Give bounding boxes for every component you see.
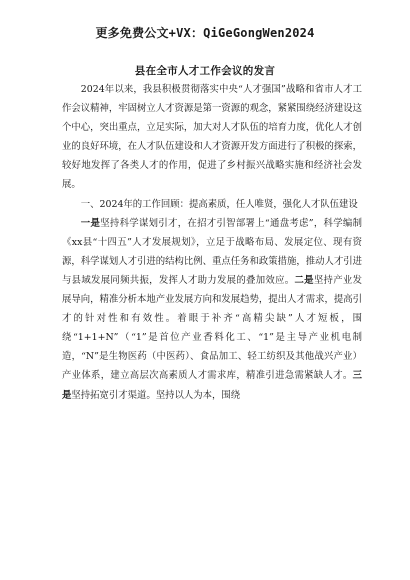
watermark-header: 更多免费公文+VX：QiGeGongWen2024 (95, 26, 315, 40)
section-heading (62, 195, 362, 214)
point-three-label: 三是 (62, 370, 362, 401)
point-three-text: 坚持拓宽引才渠道。坚持以人为本，围绕 (71, 389, 241, 401)
point-one-text: 坚持科学谋划引才，在招才引智部署上“通盘考虑”，科学编制《xx县“十四五”人才发展规划》，立足于战略布局、发展定位、现有资源，科学谋划人才引进的结构比例、重点任务和政策措施，推动人才引进与县域发展同频共振，发挥人才助力发展的叠加效应。 (62, 217, 363, 286)
paragraph-text: 2024年以来，我县积极贯彻落实中央“人才强国”战略和省市人才工作会议精神，牢固树立人才资源是第一资源的观念，紧紧围绕经济建设这个中心，突出重点，立足实际，加大对人才队伍的培育力度，优化人才创业的良好环境，在人才队伍建设和人才资源开发方面进行了积极的探索，较好地发挥了各类人才的作用，促进了乡村振兴战略实施和经济社会发展。 (62, 84, 363, 191)
paragraph-measures (62, 214, 362, 405)
page-title: 县在全市人才工作会议的发言 (134, 65, 276, 77)
document-body (62, 80, 362, 405)
section-heading-text: 一、2024年的工作回顾：提高素质，任人唯贤，强化人才队伍建设 (80, 198, 358, 210)
point-two-text: 坚持产业发展导向，精准分析本地产业发展方向和发展趋势，提出人才需求，提高引才的针对性和有效性。着眼于补齐“高精尖缺”人才短板，围绕“1+1+N”（“1”是首位产业香料化工、“1”是主导产业机电制造，“N”是生物医药（中医药）、食品加工、轻工纺织及其他战兴产业）产业体系，建立高层次高素质人才需求库，精准引进急需紧缺人才。 (62, 274, 363, 382)
paragraph-intro (62, 80, 362, 195)
point-one-label: 一是 (80, 217, 101, 229)
point-two-label: 二是 (294, 274, 314, 286)
